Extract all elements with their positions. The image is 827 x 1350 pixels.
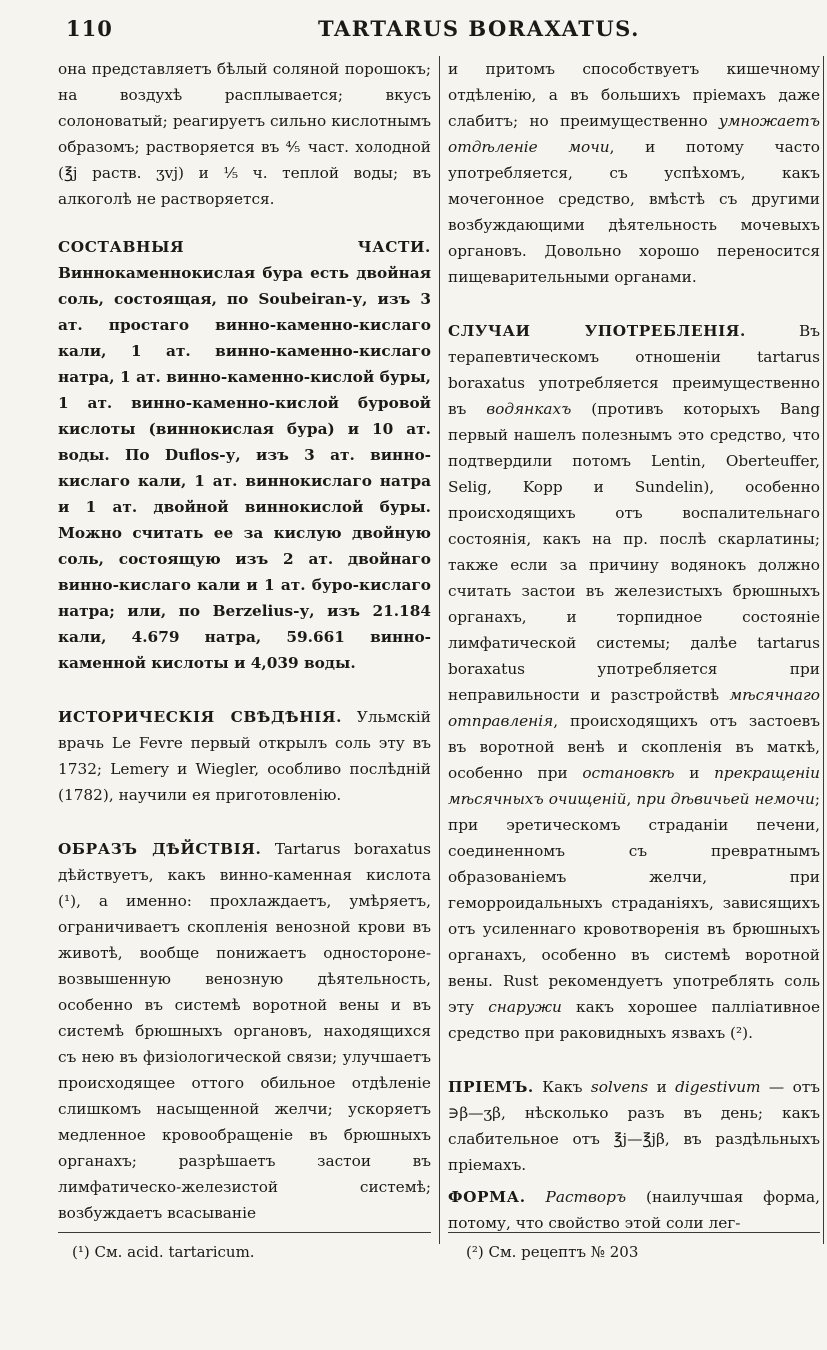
emphasis-solvens: solvens	[590, 1078, 649, 1096]
dose-text-3: — отъ ∋β—ʒβ, нѣсколько разъ въ день; какъ слабительное отъ ℥j—℥jβ, въ раздѣльныхъ пріемахъ.	[448, 1078, 820, 1174]
use-text-7: какъ хорошее палліативное средство при раковидныхъ язвахъ (²).	[448, 998, 820, 1042]
action-continued-text: и притомъ способствуетъ кишечному отдѣленію, а въ большихъ пріемахъ даже слабитъ; но преимущественно	[448, 60, 820, 130]
dose-text-2: и	[648, 1078, 676, 1096]
emphasis-urine: умножаетъ отдѣленіе мочи	[448, 112, 820, 156]
heading-history: ИСТОРИЧЕСКІЯ СВѢДѢНІЯ.	[58, 708, 343, 726]
emphasis-cessation: прекращеніи мѣсячныхъ очищеній	[448, 764, 820, 808]
emphasis-stoppage: остановкѣ	[582, 764, 675, 782]
paragraph-description	[58, 56, 431, 212]
paragraph-form	[448, 1184, 820, 1236]
dose-text-1: Какъ	[542, 1078, 591, 1096]
paragraph-dose	[448, 1074, 820, 1178]
heading-form: ФОРМА.	[448, 1188, 526, 1206]
page-header	[0, 14, 827, 44]
history-text: Ульмскій врачь Le Fevre первый открылъ соль эту въ 1732; Lemery и Wiegler, особливо послѣдній (1782), научили ея приготовленію.	[58, 708, 431, 804]
heading-composition: СОСТАВНЫЯ ЧАСТИ.	[58, 238, 431, 256]
description-text: она представляетъ бѣлый соляной порошокъ; на воздухѣ расплывается; вкусъ солоноватый; реагируетъ сильно кислотнымъ образомъ; растворяется въ ⅘ част. холодной (℥j раств. ʒvj) и ⅕ ч. теплой воды; въ алкоголѣ не растворяется.	[58, 60, 431, 208]
heading-dose: ПРІЕМЪ.	[448, 1078, 534, 1096]
form-text: (наилучшая форма, потому, что свойство этой соли лег-	[448, 1188, 820, 1232]
use-text-6: ; при эретическомъ страданіи печени, соединенномъ съ превратнымъ образованіемъ желчи, при геморроидальныхъ страданіяхъ, зависящихъ отъ усиленнаго кровотворенія въ брюшныхъ органахъ, особенно въ системѣ воротной вены. Rust рекомендуетъ употреблять соль эту	[448, 790, 820, 1016]
heading-action: ОБРАЗЪ ДѢЙСТВІЯ.	[58, 840, 262, 858]
action-text: Tartarus boraxatus дѣйствуетъ, какъ винно-каменная кислота (¹), а именно: прохлаждаетъ, умѣряетъ, ограничиваетъ скопленія венозной крови въ животѣ, вообще понижаетъ одностороне-возвышенную венозную дѣятельность, особенно въ системѣ воротной вены и въ системѣ брюшныхъ органовъ, находящихся съ нею въ физіологической связи; улучшаетъ происходящее оттого обильное отдѣленіе слишкомъ насыщенной желчи; ускоряетъ медленное кровообращеніе въ брюшныхъ органахъ; разрѣшаетъ застои въ лимфатическо-железистой системѣ; возбуждаетъ всасываніе	[58, 840, 431, 1222]
footnote-rule-left	[58, 1232, 431, 1233]
heading-use-cases: СЛУЧАИ УПОТРЕБЛЕНІЯ.	[448, 322, 746, 340]
use-text-2: (противъ которыхъ Bang первый нашелъ полезнымъ это средство, что подтвердили потомъ Lentin, Oberteuffer, Selig, Kopp и Sundelin), особенно происходящихъ отъ воспалительнаго состоянія, какъ на пр. послѣ скарлатины; также если за причину водянокъ должно считать застои въ железистыхъ брюшныхъ органахъ, и торпидное состояніе лимфатической системы; далѣе tartarus boraxatus употребляется при неправильности и разстройствѣ	[448, 400, 820, 704]
emphasis-menstruation: мѣсячнаго отправленія	[448, 686, 820, 730]
footnote-rule-right	[448, 1232, 820, 1233]
emphasis-dropsy: водянкахъ	[486, 400, 572, 418]
emphasis-solution: Растворъ	[545, 1188, 627, 1206]
column-divider	[439, 56, 440, 1244]
action-continued-text-2: , и потому часто употребляется, съ успѣхомъ, какъ мочегонное средство, вмѣстѣ съ другими возбуждающими дѣятельность мочевыхъ органовъ. Довольно хорошо переносится пищеварительными органами.	[448, 138, 820, 286]
use-text-5: ,	[626, 790, 637, 808]
paragraph-composition	[58, 234, 431, 676]
footnote-1: (¹) См. acid. tartaricum.	[72, 1243, 255, 1261]
right-column	[448, 56, 820, 1264]
use-text-4: и	[674, 764, 715, 782]
page-number: 110	[66, 16, 113, 41]
composition-text: Виннокаменнокислая бура есть двойная соль, состоящая, по Soubeiran-у, изъ 3 ат. простаго винно-каменно-кислаго кали, 1 ат. винно-каменно-кислаго натра, 1 ат. винно-каменно-кислой буры, 1 ат. винно-каменно-кислой буровой кислоты (виннокислая бура) и 10 ат. воды. По Duflos-у, изъ 3 ат. винно-кислаго кали, 1 ат. виннокислаго натра и 1 ат. двойной виннокислой буры. Можно считать ее за кислую двойную соль, состоящую изъ 2 ат. двойнаго винно-кислаго кали и 1 ат. буро-кислаго натра; или, по Berzelius-у, изъ 21.184 кали, 4.679 натра, 59.661 винно-каменной кислоты и 4,039 воды.	[58, 264, 431, 672]
paragraph-action	[58, 836, 431, 1226]
paragraph-action-continued	[448, 56, 820, 290]
left-column	[58, 56, 431, 1254]
use-text-1: Въ терапевтическомъ отношеніи tartarus boraxatus употребляется преимущественно въ	[448, 322, 820, 418]
paragraph-use-cases	[448, 318, 820, 1046]
footnote-2: (²) См. рецептъ № 203	[466, 1243, 639, 1261]
emphasis-externally: снаружи	[488, 998, 562, 1016]
paragraph-history	[58, 704, 431, 808]
emphasis-chlorosis: при дѣвичьей немочи	[636, 790, 815, 808]
running-title: TARTARUS BORAXATUS.	[318, 16, 640, 41]
emphasis-digestivum: digestivum	[675, 1078, 761, 1096]
right-edge-rule	[823, 56, 824, 1244]
use-text-3: , происходящихъ отъ застоевъ въ воротной венѣ и скопленія въ маткѣ, особенно при	[448, 712, 820, 782]
